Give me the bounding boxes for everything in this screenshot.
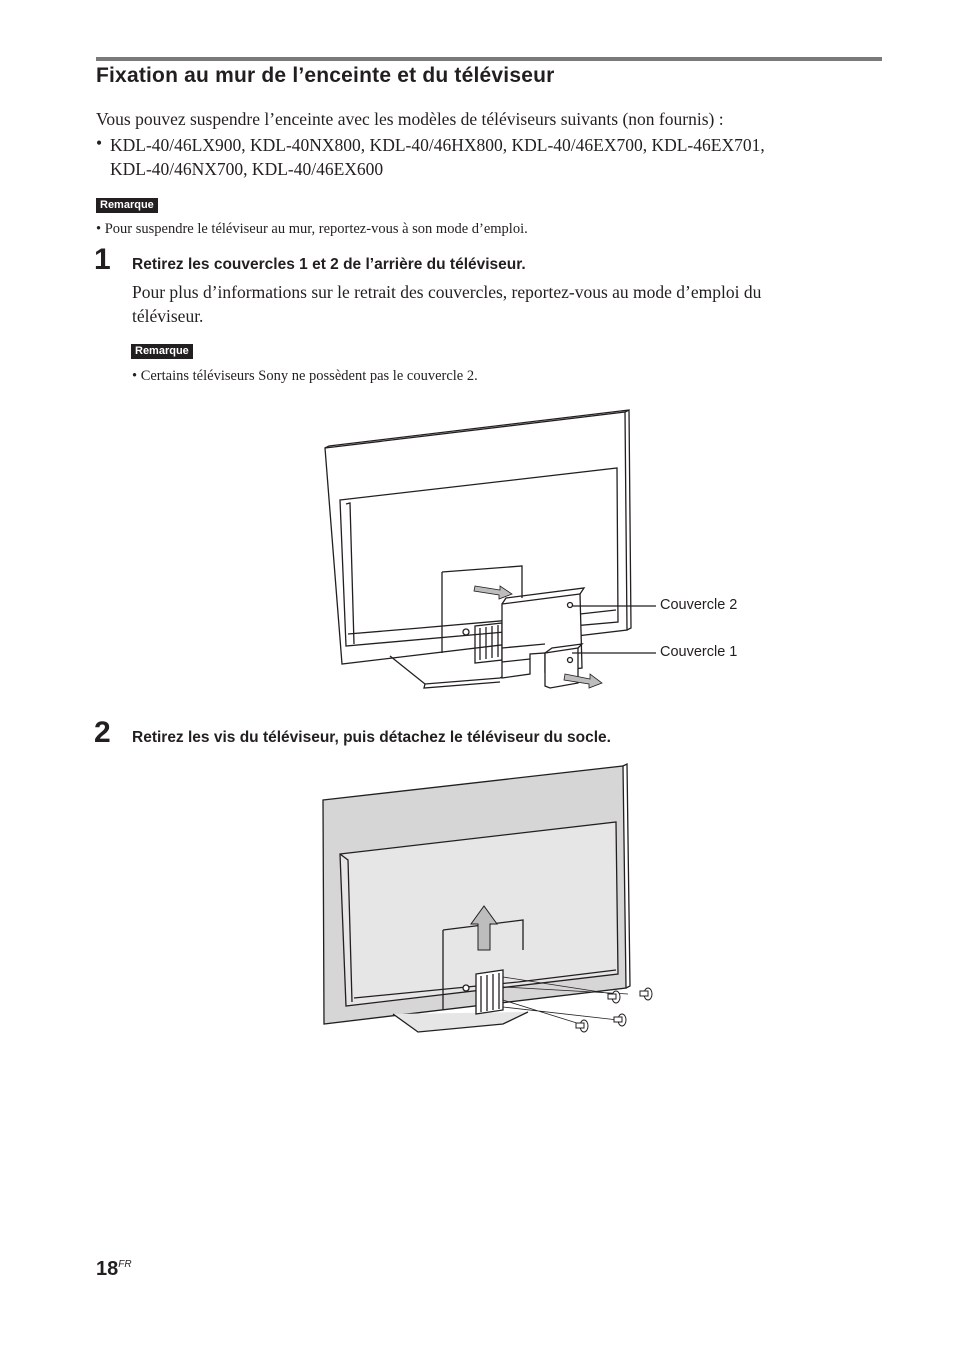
screw-icon xyxy=(614,1014,626,1026)
models-list-line1: KDL-40/46LX900, KDL-40NX800, KDL-40/46HX800, KDL-40/46EX700, KDL-46EX701, xyxy=(110,135,765,155)
page-number xyxy=(96,1258,132,1281)
arrow-cover-1-icon xyxy=(564,674,602,688)
note-text: • Pour suspendre le téléviseur au mur, reportez-vous à son mode d’emploi. xyxy=(96,221,528,237)
callout-cover-2: Couvercle 2 xyxy=(660,597,738,613)
models-list-line2: KDL-40/46NX700, KDL-40/46EX600 xyxy=(110,159,384,179)
page-lang: FR xyxy=(118,1259,132,1270)
step-1-title: Retirez les couvercles 1 et 2 de l’arrière du téléviseur. xyxy=(132,256,526,273)
step-1-body-line1: Pour plus d’informations sur le retrait des couvercles, reportez-vous au mode d’emploi du xyxy=(132,282,762,302)
step-1-body-line2: téléviseur. xyxy=(132,306,204,326)
screw-icon xyxy=(640,988,652,1000)
step-1-note-badge: Remarque xyxy=(131,344,193,359)
step-1-number: 1 xyxy=(94,243,111,276)
step-1-note-text: • Certains téléviseurs Sony ne possèdent pas le couvercle 2. xyxy=(132,368,478,384)
callout-cover-1: Couvercle 1 xyxy=(660,644,738,660)
screw-icons xyxy=(576,988,652,1032)
stand-base xyxy=(393,1012,528,1032)
step-2-number: 2 xyxy=(94,716,111,749)
note-badge: Remarque xyxy=(96,198,158,213)
models-bullet: • xyxy=(96,133,103,153)
step-2-title: Retirez les vis du téléviseur, puis détachez le téléviseur du socle. xyxy=(132,729,611,746)
screw-icon xyxy=(576,1020,588,1032)
section-title: Fixation au mur de l’enceinte et du téléviseur xyxy=(96,64,555,87)
intro-text: Vous pouvez suspendre l’enceinte avec les modèles de téléviseurs suivants (non fournis) : xyxy=(96,109,724,129)
page-number-value: 18 xyxy=(96,1258,119,1280)
section-top-rule xyxy=(96,57,882,61)
tv-detach-stand-illustration xyxy=(318,762,668,1042)
cover-1 xyxy=(545,648,578,688)
